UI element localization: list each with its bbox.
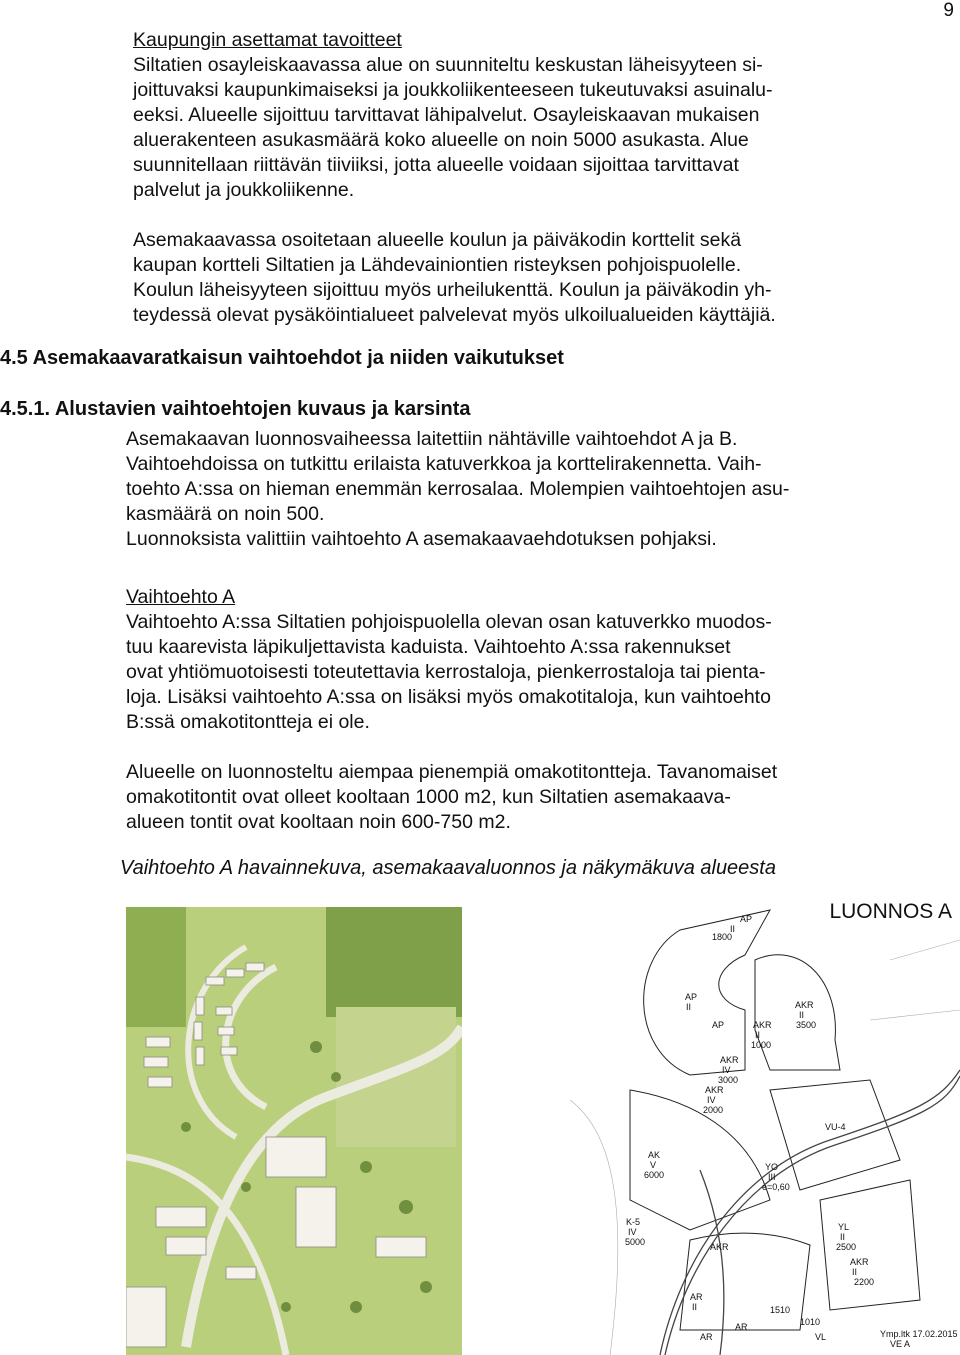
text-line: aluerakenteen asukasmäärä koko alueelle on noin 5000 asukasta. Alue bbox=[133, 129, 749, 151]
text-line: toehto A:ssa on hieman enemmän kerrosalaa. Molempien vaihtoehtojen asu- bbox=[126, 478, 790, 500]
plan-label: YO bbox=[765, 1162, 779, 1172]
plan-labels bbox=[625, 914, 958, 1349]
text-line: Vaihtoehdoissa on tutkittu erilaista katuverkkoa ja korttelirakennetta. Vaih- bbox=[126, 453, 762, 475]
plan-label: V bbox=[650, 1160, 657, 1170]
page-number: 9 bbox=[943, 0, 954, 21]
text-line: palvelut ja joukkoliikenne. bbox=[133, 179, 355, 201]
plan-label: AP bbox=[712, 1020, 725, 1030]
aerial-rendering-svg bbox=[126, 907, 462, 1355]
heading-4-5-1: 4.5.1. Alustavien vaihtoehtojen kuvaus ja karsinta bbox=[0, 398, 471, 420]
plan-label: AP bbox=[740, 914, 753, 924]
text-line: suunnitellaan riittävän tiiviiksi, jotta alueelle voidaan sijoittaa tarvittavat bbox=[133, 154, 739, 176]
plan-label: K-5 bbox=[626, 1217, 641, 1227]
text-line: omakotitontit ovat olleet kooltaan 1000 m2, kun Siltatien asemakaava- bbox=[126, 786, 731, 808]
plan-label: VL bbox=[815, 1332, 827, 1342]
plan-label: 2200 bbox=[854, 1277, 875, 1287]
text-line: teydessä olevat pysäköintialueet palvelevat myös ulkoilualueiden käyttäjiä. bbox=[133, 304, 776, 326]
plan-label: AR bbox=[700, 1332, 713, 1342]
text-line: Siltatien osayleiskaavassa alue on suunniteltu keskustan läheisyyteen si- bbox=[133, 54, 763, 76]
plan-label: IV bbox=[628, 1227, 637, 1237]
text-line: Vaihtoehto A:ssa Siltatien pohjoispuolella olevan osan katuverkko muodos- bbox=[126, 611, 772, 633]
plan-label: IV bbox=[707, 1095, 716, 1105]
text-line: kaupan kortteli Siltatien ja Lähdevainiontien risteyksen pohjoispuolelle. bbox=[133, 254, 742, 276]
plan-label: IV bbox=[722, 1065, 731, 1075]
plan-label: AR bbox=[690, 1292, 703, 1302]
plan-label: Ymp.ltk 17.02.2015 bbox=[880, 1329, 958, 1339]
plan-label: AR bbox=[735, 1322, 748, 1332]
plan-label: 3500 bbox=[796, 1020, 817, 1030]
plan-label: e=0,60 bbox=[762, 1182, 790, 1192]
text-line: eeksi. Alueelle sijoittuu tarvittavat lähipalvelut. Osayleiskaavan mukaisen bbox=[133, 104, 760, 126]
section-heading: Kaupungin asettamat tavoitteet bbox=[133, 29, 402, 51]
section-alternatives bbox=[126, 427, 946, 835]
plan-label: AKR bbox=[710, 1242, 729, 1252]
plan-label: 1000 bbox=[751, 1040, 772, 1050]
text-line: ovat yhtiömuotoisesti toteutettavia kerrostaloja, pienkerrostaloja tai pienta- bbox=[126, 661, 766, 683]
illustrative-plan-image bbox=[126, 907, 462, 1355]
sub-heading-vaihtoehto-a: Vaihtoehto A bbox=[126, 586, 236, 608]
zoning-plan-svg bbox=[570, 900, 960, 1355]
text-line: B:ssä omakotitontteja ei ole. bbox=[126, 711, 370, 733]
plan-label: II bbox=[686, 1002, 692, 1012]
text-line: Luonnoksista valittiin vaihtoehto A asemakaavaehdotuksen pohjaksi. bbox=[126, 528, 717, 550]
heading-4-5: 4.5 Asemakaavaratkaisun vaihtoehdot ja niiden vaikutukset bbox=[0, 347, 564, 369]
text-line: Koulun läheisyyteen sijoittuu myös urheilukenttä. Koulun ja päiväkodin yh- bbox=[133, 279, 772, 301]
plan-label: 2500 bbox=[836, 1242, 857, 1252]
plan-label: II bbox=[692, 1302, 698, 1312]
plan-label: II bbox=[840, 1232, 846, 1242]
plan-label: 6000 bbox=[644, 1170, 665, 1180]
plan-label: YL bbox=[838, 1222, 850, 1232]
plan-label: VU-4 bbox=[825, 1122, 846, 1132]
text-line: loja. Lisäksi vaihtoehto A:ssa on lisäksi myös omakotitaloja, kun vaihtoehto bbox=[126, 686, 771, 708]
goals-paragraph-2 bbox=[133, 228, 933, 328]
section-goals bbox=[133, 28, 933, 328]
alternatives-paragraph-3 bbox=[126, 760, 946, 835]
plan-label: 1010 bbox=[800, 1317, 821, 1327]
plan-label: II bbox=[799, 1010, 805, 1020]
plan-label: II bbox=[852, 1267, 858, 1277]
zoning-plan-draft bbox=[570, 900, 960, 1355]
plan-label: AKR bbox=[850, 1257, 869, 1267]
text-line: tuu kaarevista läpikuljettavista kaduista. Vaihtoehto A:ssa rakennukset bbox=[126, 636, 731, 658]
plan-label: 2000 bbox=[703, 1105, 724, 1115]
plan-label: AKR bbox=[720, 1055, 739, 1065]
text-line: Asemakaavan luonnosvaiheessa laitettiin nähtäville vaihtoehdot A ja B. bbox=[126, 428, 738, 450]
plan-label: AK bbox=[648, 1150, 661, 1160]
goals-paragraph-1 bbox=[133, 53, 933, 203]
alternatives-paragraph-1 bbox=[126, 427, 946, 552]
text-line: kasmäärä on noin 500. bbox=[126, 503, 325, 525]
alternatives-paragraph-2 bbox=[126, 610, 946, 735]
text-line: alueen tontit ovat kooltaan noin 600-750 m2. bbox=[126, 811, 511, 833]
text-line: Asemakaavassa osoitetaan alueelle koulun ja päiväkodin korttelit sekä bbox=[133, 229, 742, 251]
plan-label: 1510 bbox=[770, 1305, 791, 1315]
text-line: joittuvaksi kaupunkimaiseksi ja joukkoliikenteeseen tukeutuvaksi asuinalu- bbox=[133, 79, 773, 101]
plan-title: LUONNOS A bbox=[829, 900, 952, 923]
text-line: Alueelle on luonnosteltu aiempaa pienempiä omakotitontteja. Tavanomaiset bbox=[126, 761, 778, 783]
plan-label: AKR bbox=[795, 1000, 814, 1010]
plan-label: II bbox=[755, 1030, 761, 1040]
plan-label: VE A bbox=[890, 1339, 911, 1349]
plan-label: III bbox=[768, 1172, 776, 1182]
plan-label: 1800 bbox=[712, 932, 733, 942]
plan-label: 3000 bbox=[718, 1075, 739, 1085]
plan-label: 5000 bbox=[625, 1237, 646, 1247]
plan-label: AKR bbox=[753, 1020, 772, 1030]
plan-label: II bbox=[730, 924, 736, 934]
figure-caption: Vaihtoehto A havainnekuva, asemakaavaluonnos ja näkymäkuva alueesta bbox=[120, 857, 776, 879]
plan-label: AP bbox=[685, 992, 698, 1002]
plan-label: AKR bbox=[705, 1085, 724, 1095]
